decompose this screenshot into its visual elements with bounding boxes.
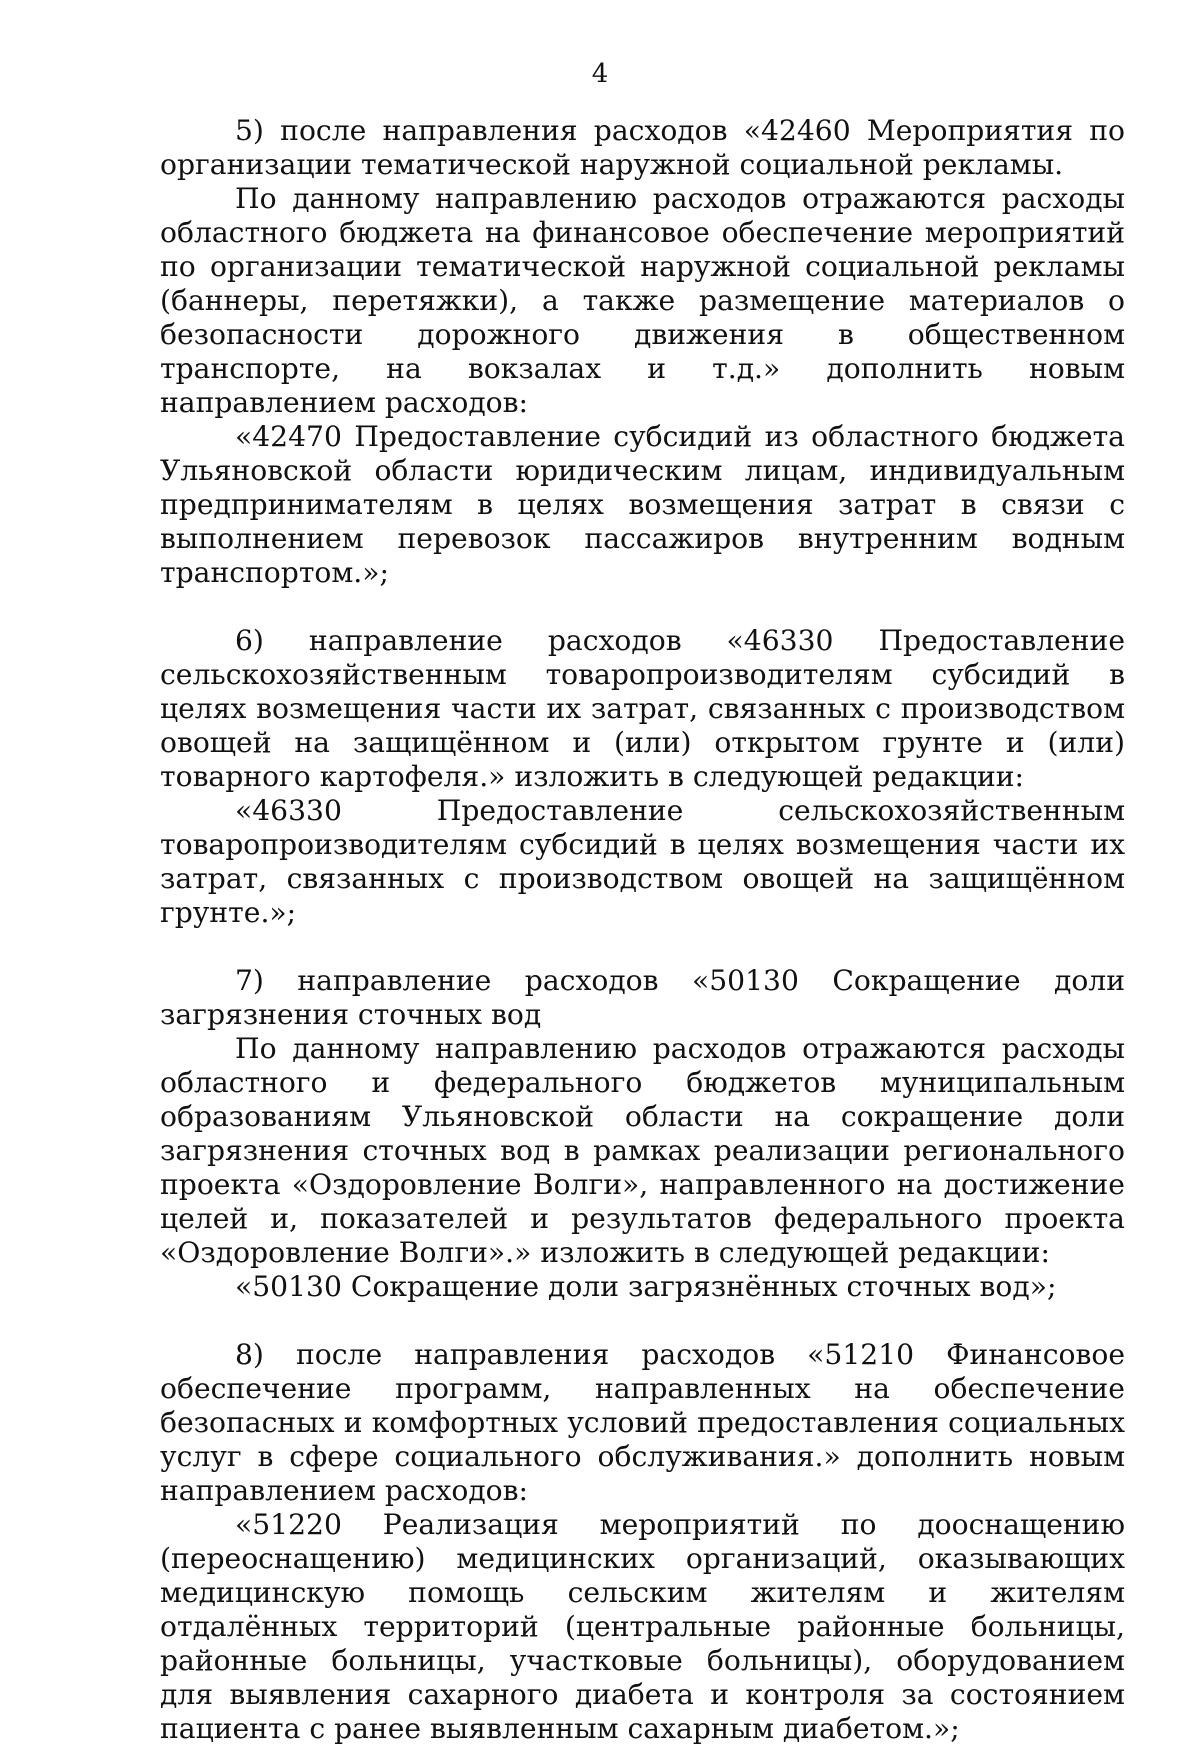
document-body xyxy=(160,114,1125,1746)
paragraph-item-7: 7) направление расходов «50130 Сокращение доли загрязнения сточных вод xyxy=(160,964,1125,1031)
paragraph-new-code-51220: «51220 Реализация мероприятий по дооснащению (переоснащению) медицинских организаций, оказывающих медицинскую помощь сельским жителям и жителям отдалённых территорий (центральные районные больницы, районные больницы, участковые больницы), оборудованием для выявления сахарного диабета и контроля за состоянием пациента с ранее выявленным сахарным диабетом.»; xyxy=(160,1508,1125,1745)
page-number: 4 xyxy=(591,59,609,89)
paragraph-gap xyxy=(160,1304,1125,1338)
paragraph-gap xyxy=(160,930,1125,964)
paragraph-new-code-42470: «42470 Предоставление субсидий из областного бюджета Ульяновской области юридическим лицам, индивидуальным предпринимателям в целях возмещения затрат в связи с выполнением перевозок пассажиров внутренним водным транспортом.»; xyxy=(160,420,1125,589)
paragraph-item-6: 6) направление расходов «46330 Предоставление сельскохозяйственным товаропроизводителям субсидий в целях возмещения части их затрат, связанных с производством овощей на защищённом и (или) открытом грунте и (или) товарного картофеля.» изложить в следующей редакции: xyxy=(160,624,1125,793)
paragraph-item-8: 8) после направления расходов «51210 Финансовое обеспечение программ, направленных на обеспечение безопасных и комфортных условий предоставления социальных услуг в сфере социального обслуживания.» дополнить новым направлением расходов: xyxy=(160,1338,1125,1507)
paragraph-new-code-50130: «50130 Сокращение доли загрязнённых сточных вод»; xyxy=(235,1270,1057,1303)
paragraph-item-7-description: По данному направлению расходов отражаются расходы областного и федерального бюджетов муниципальным образованиям Ульяновской области на сокращение доли загрязнения сточных вод в рамках реализации регионального проекта «Оздоровление Волги», направленного на достижение целей и, показателей и результатов федерального проекта «Оздоровление Волги».» изложить в следующей редакции: xyxy=(160,1032,1125,1269)
paragraph-gap xyxy=(160,590,1125,624)
paragraph-item-5-description: По данному направлению расходов отражаются расходы областного бюджета на финансовое обеспечение мероприятий по организации тематической наружной социальной рекламы (баннеры, перетяжки), а также размещение материалов о безопасности дорожного движения в общественном транспорте, на вокзалах и т.д.» дополнить новым направлением расходов: xyxy=(160,182,1125,419)
paragraph-item-5: 5) после направления расходов «42460 Мероприятия по организации тематической наружной социальной рекламы. xyxy=(160,114,1125,181)
paragraph-new-code-46330: «46330 Предоставление сельскохозяйственным товаропроизводителям субсидий в целях возмещения части их затрат, связанных с производством овощей на защищённом грунте.»; xyxy=(160,794,1125,929)
